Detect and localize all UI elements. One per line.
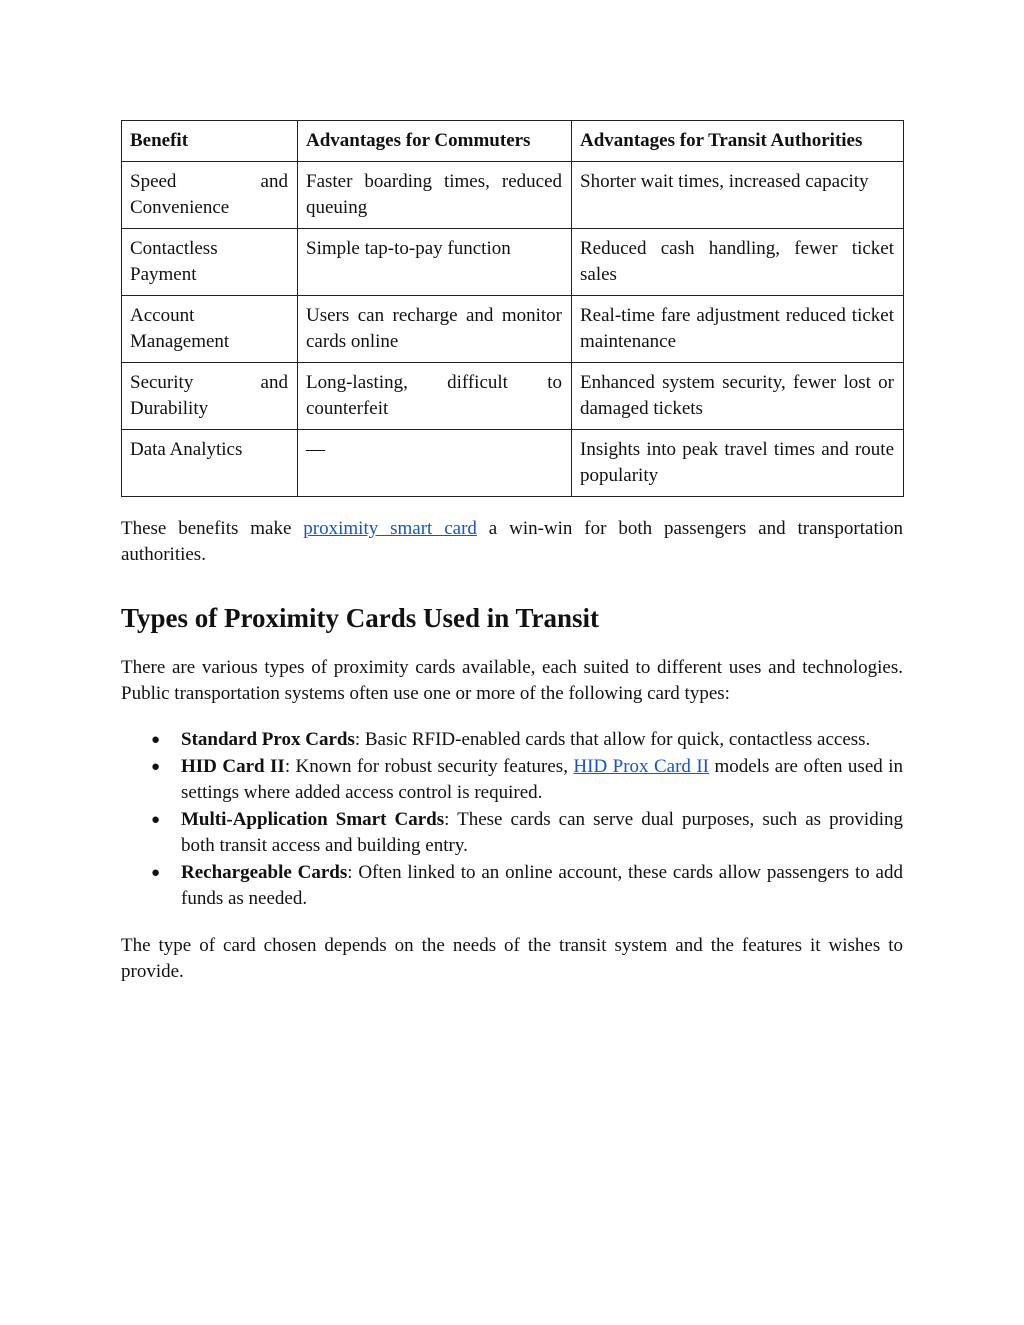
- list-item: [151, 727, 903, 754]
- header-commuters: Advantages for Commuters: [298, 121, 572, 162]
- table-cell: Long-lasting, difficult to counterfeit: [298, 363, 572, 430]
- benefits-table: [121, 120, 904, 497]
- table-row: [122, 363, 904, 430]
- table-cell: Reduced cash handling, fewer ticket sales: [572, 229, 904, 296]
- table-cell: Enhanced system security, fewer lost or damaged tickets: [572, 363, 904, 430]
- table-row: [122, 430, 904, 497]
- table-cell: Data Analytics: [122, 430, 298, 497]
- hid-prox-card-ii-link[interactable]: HID Prox Card II: [573, 755, 710, 777]
- table-cell: Contactless Payment: [122, 229, 298, 296]
- table-cell: Shorter wait times, increased capacity: [572, 162, 904, 229]
- list-item-text: : These cards can serve dual purposes, such as providing both transit access and building entry.: [181, 808, 903, 856]
- table-cell: Account Management: [122, 296, 298, 363]
- table-row: [122, 229, 904, 296]
- table-cell: Insights into peak travel times and route popularity: [572, 430, 904, 497]
- table-cell: Real-time fare adjustment reduced ticket maintenance: [572, 296, 904, 363]
- intro-paragraph: There are various types of proximity cards available, each suited to different uses and technologies. Public transportation systems often use one or more of the following card types:: [121, 657, 903, 704]
- list-item: [151, 860, 903, 913]
- proximity-smart-card-link[interactable]: proximity smart card: [303, 518, 477, 539]
- list-item-term: HID Card II: [181, 755, 285, 777]
- table-row: [122, 296, 904, 363]
- list-item-term: Multi-Application Smart Cards: [181, 808, 445, 830]
- bullet-icon: ●: [151, 732, 161, 748]
- list-item-text: : Basic RFID-enabled cards that allow for quick, contactless access.: [354, 729, 871, 750]
- list-item-term: Rechargeable Cards: [181, 861, 348, 883]
- table-header-row: [122, 121, 904, 162]
- bullet-icon: ●: [151, 864, 161, 881]
- list-item-text: : Known for robust security features,: [284, 755, 574, 777]
- table-cell: Faster boarding times, reduced queuing: [298, 162, 572, 229]
- section-heading: Types of Proximity Cards Used in Transit: [121, 603, 600, 633]
- table-cell: Simple tap-to-pay function: [298, 229, 572, 296]
- summary-text-after: a win-win for both passengers and transportation authorities.: [121, 518, 904, 565]
- header-authorities: Advantages for Transit Authorities: [572, 121, 904, 162]
- list-item-term: Standard Prox Cards: [181, 729, 355, 750]
- list-item: [151, 807, 903, 860]
- list-item-text: : Often linked to an online account, these cards allow passengers to add funds as needed.: [181, 861, 903, 909]
- list-item: [151, 754, 903, 807]
- summary-text-before: These benefits make: [121, 518, 304, 539]
- table-cell: Users can recharge and monitor cards online: [298, 296, 572, 363]
- table-row: [122, 162, 904, 229]
- table-cell: —: [298, 430, 572, 497]
- header-benefit: Benefit: [122, 121, 298, 162]
- bullet-icon: ●: [151, 758, 161, 775]
- table-cell: Speed and Convenience: [122, 162, 298, 229]
- card-types-list: [121, 727, 903, 913]
- summary-paragraph: [121, 516, 903, 568]
- bullet-icon: ●: [151, 811, 161, 828]
- list-item-text-after: models are often used in settings where added access control is required.: [181, 755, 903, 803]
- document-page: [121, 120, 903, 985]
- closing-paragraph: The type of card chosen depends on the needs of the transit system and the features it wishes to provide.: [121, 934, 903, 982]
- table-cell: Security and Durability: [122, 363, 298, 430]
